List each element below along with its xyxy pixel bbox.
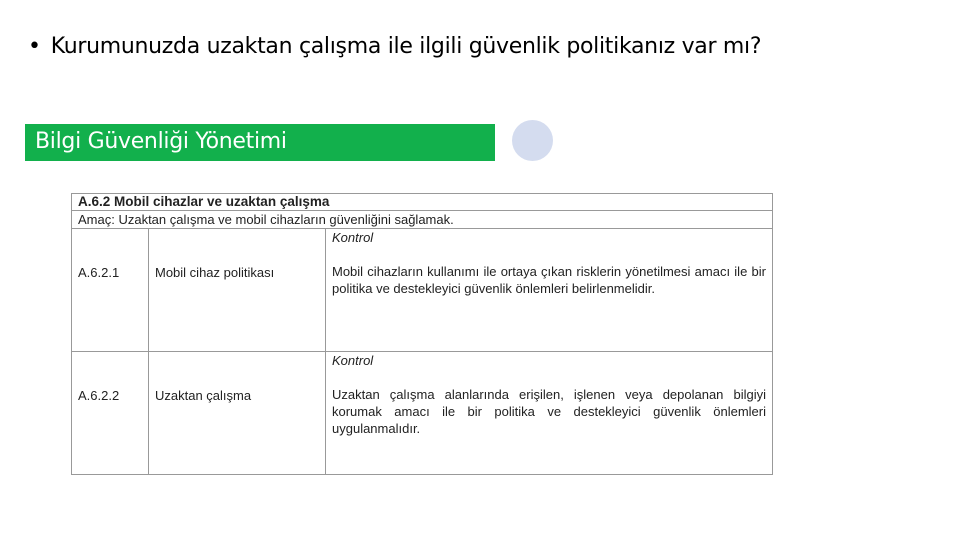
control-id: A.6.2.2 (72, 352, 149, 475)
control-name: Mobil cihaz politikası (149, 229, 326, 352)
control-label: Kontrol (332, 353, 374, 368)
control-id: A.6.2.1 (72, 229, 149, 352)
heading-text: Kurumunuzda uzaktan çalışma ile ilgili güvenlik politikanız var mı? (50, 34, 762, 59)
table-row (72, 229, 773, 352)
table-row (72, 352, 773, 475)
control-cell (326, 352, 773, 475)
table-aim: Amaç: Uzaktan çalışma ve mobil cihazların güvenliğini sağlamak. (72, 211, 773, 229)
control-label: Kontrol (332, 230, 374, 245)
control-name: Uzaktan çalışma (149, 352, 326, 475)
slide-heading (28, 34, 761, 59)
bullet-point: • (28, 34, 41, 59)
control-description: Mobil cihazların kullanımı ile ortaya çıkan risklerin yönetilmesi amacı ile bir politika ve destekleyici güvenlik önlemleri belirlenmelidir. (332, 264, 766, 296)
section-bar (25, 124, 495, 161)
table-aim-row (72, 211, 773, 229)
table-title: A.6.2 Mobil cihazlar ve uzaktan çalışma (72, 194, 773, 211)
control-table (71, 193, 773, 475)
control-description: Uzaktan çalışma alanlarında erişilen, işlenen veya depolanan bilgiyi korumak amacı ile bir politika ve destekleyici güvenlik önlemleri uygulanmalıdır. (332, 387, 766, 436)
decorative-circle (512, 120, 553, 161)
section-bar-label: Bilgi Güvenliği Yönetimi (35, 129, 287, 154)
control-cell (326, 229, 773, 352)
table-title-row (72, 194, 773, 211)
